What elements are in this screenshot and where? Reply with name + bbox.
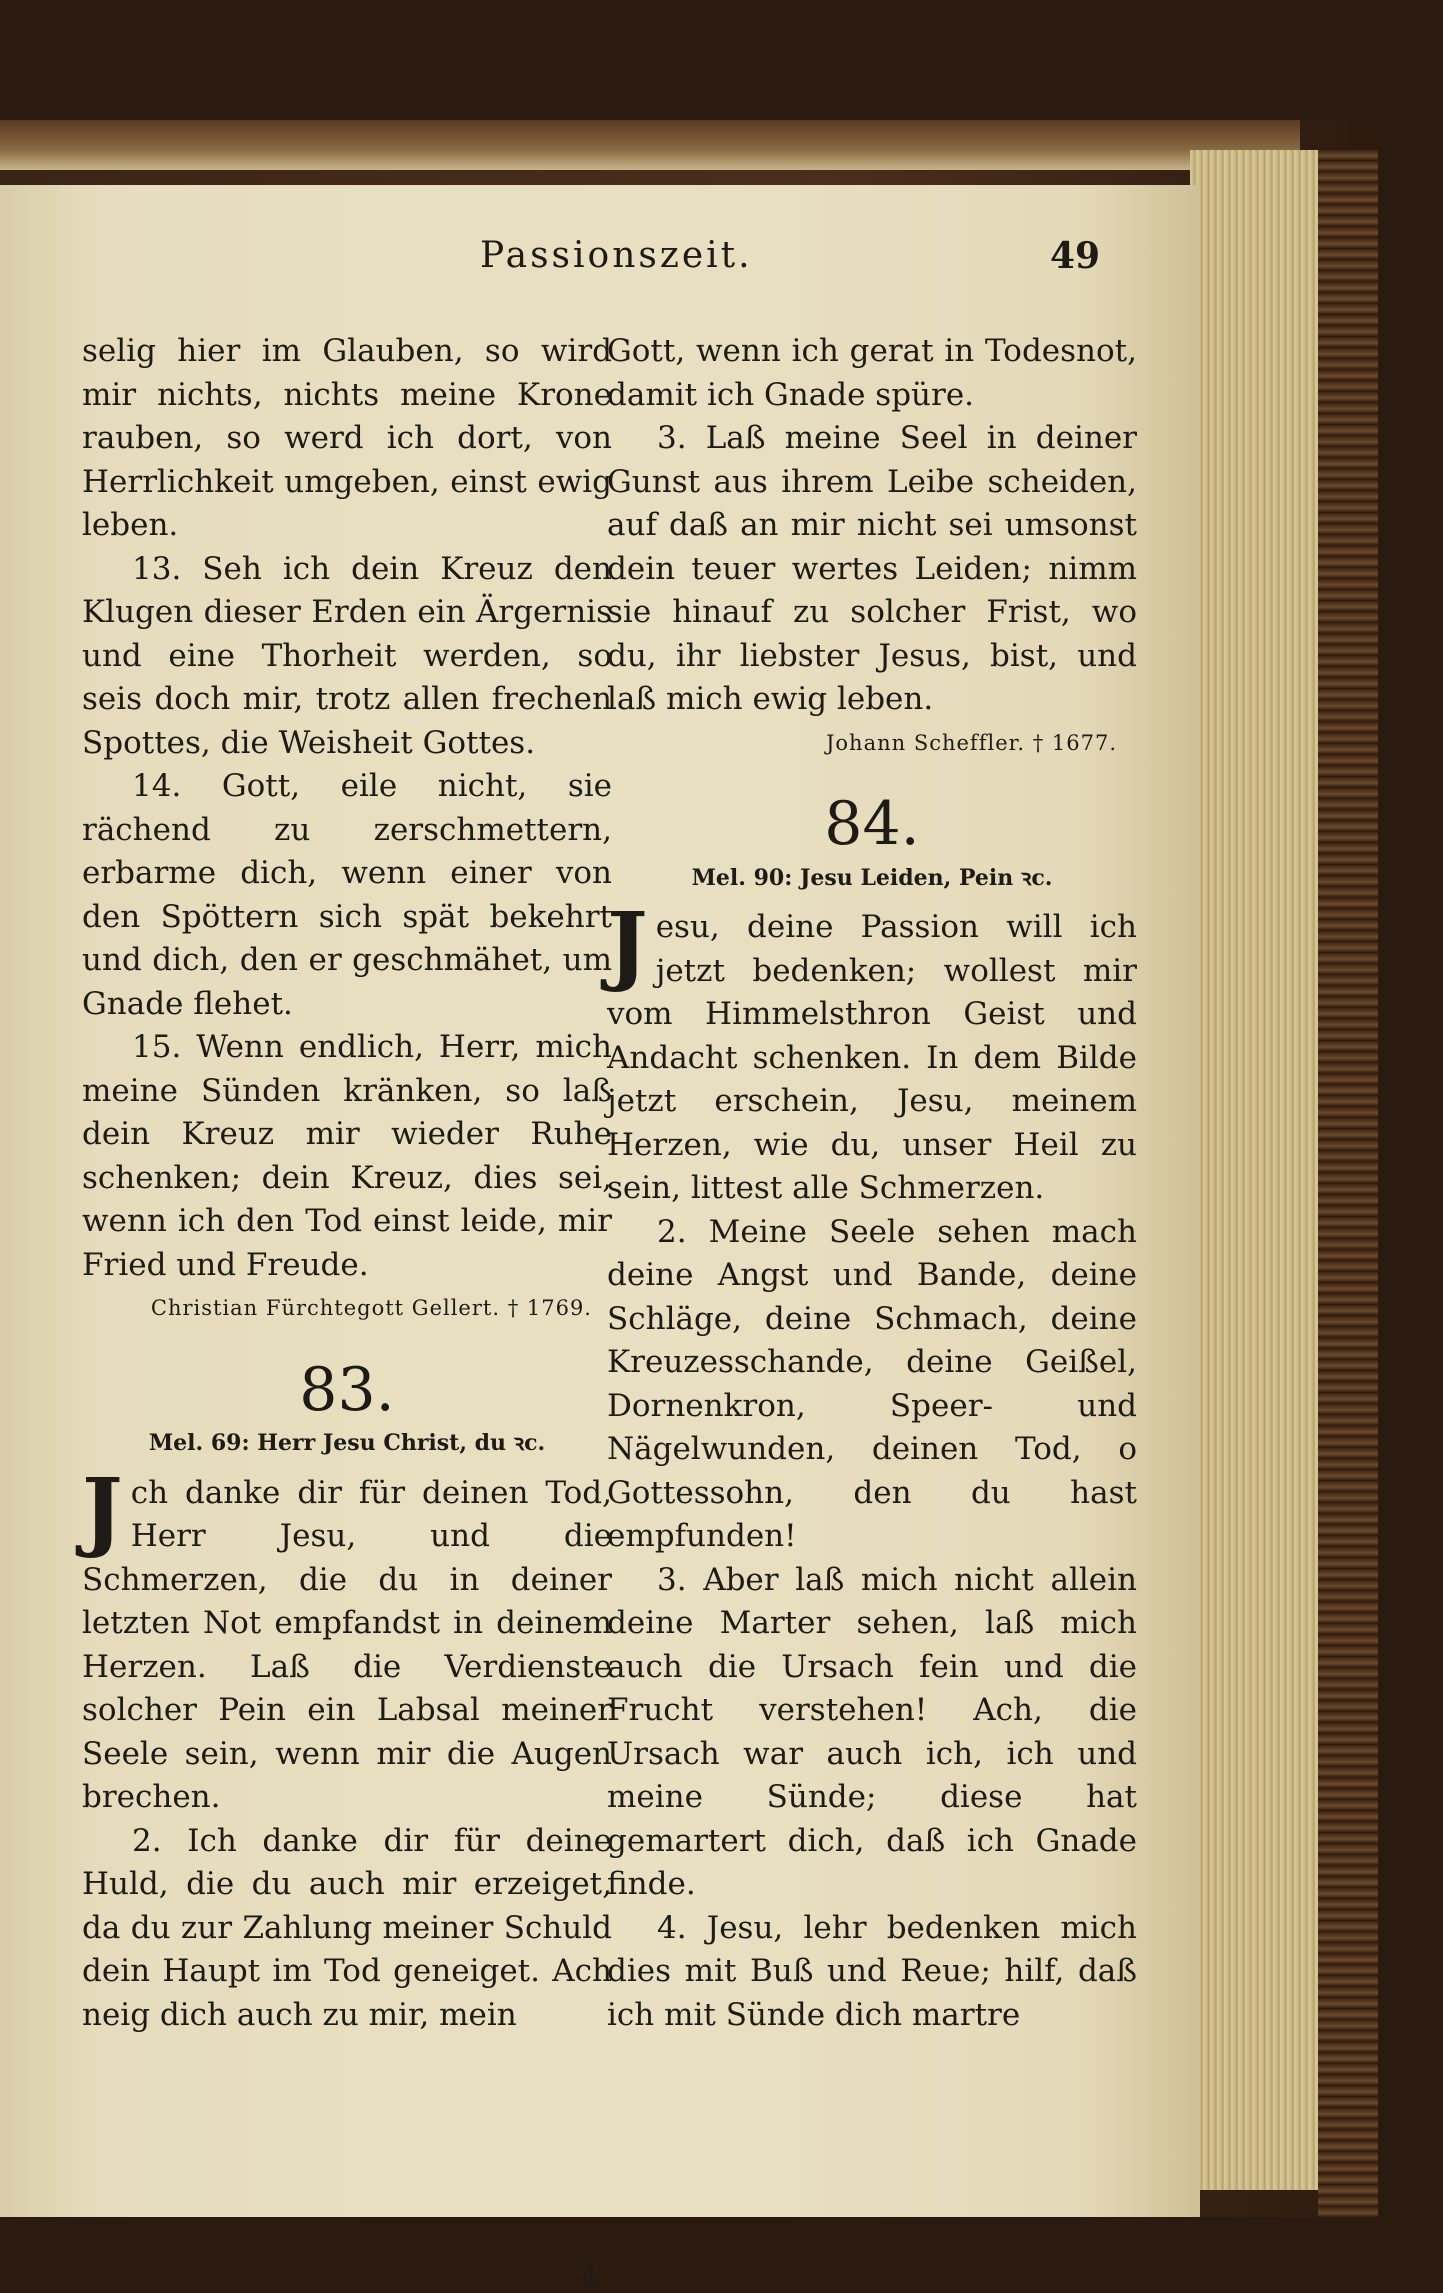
hymn-number: 83. — [299, 1354, 395, 1425]
verse-text: esu, deine Passion will ich jetzt bedenken; wollest mir vom Himmelsthron Geist und Andacht schenken. In dem Bilde jetzt erschein, Jesu, meinem Herzen, wie du, unser Heil zu sein, littest alle Schmerzen. — [607, 909, 1137, 1206]
verse-paragraph: 4. Jesu, lehr bedenken mich dies mit Buß und Reue; hilf, daß ich mit Sünde dich martre — [607, 1909, 1137, 2033]
hymn-attribution: Christian Fürchtegott Gellert. † 1769. — [150, 1296, 592, 1320]
signature-mark: 4 — [580, 2260, 598, 2293]
hymn-melody: Mel. 69: Herr Jesu Christ, du ꝛc. — [148, 1430, 546, 1456]
verse-paragraph: 3. Aber laß mich nicht allein deine Marter sehen, laß mich auch die Ursach fein und die Frucht verstehen! Ach, die Ursach war auch ich, ich und meine Sünde; diese hat gemartert dich, daß ich Gnade finde. — [607, 1561, 1137, 1902]
verse-paragraph: selig hier im Glauben, so wird mir nichts, nichts meine Krone rauben, so werd ich dort, von Herrlichkeit umgeben, einst ewig leben. — [82, 333, 612, 543]
verse-paragraph: 15. Wenn endlich, Herr, mich meine Sünden kränken, so laß dein Kreuz mir wieder Ruhe schenken; dein Kreuz, dies sei, wenn ich den Tod einst leide, mir Fried und Freude. — [82, 1029, 612, 1283]
verse-text: ch danke dir für deinen Tod, Herr Jesu, und die Schmerzen, die du in deiner letzten Not empfandst in deinem Herzen. Laß die Verdienste solcher Pein ein Labsal meiner Seele sein, wenn mir die Augen brechen. — [82, 1474, 612, 1815]
right-column — [607, 330, 1137, 2037]
page-header — [0, 235, 1200, 295]
hymn-first-verse — [607, 894, 1137, 1211]
verse-paragraph: 2. Meine Seele sehen mach deine Angst und Bande, deine Schläge, deine Schmach, deine Kreuzesschande, deine Geißel, Dornenkron, Speer- und Nägelwunden, deinen Tod, o Gottessohn, den du hast empfunden! — [607, 1213, 1137, 1554]
drop-cap: J — [82, 1459, 123, 1561]
page-edges — [1190, 150, 1323, 2190]
left-column — [82, 330, 612, 2037]
running-title: Passionszeit. — [480, 235, 753, 276]
book-page — [0, 185, 1200, 2293]
hymn-attribution: Johann Scheffler. † 1677. — [826, 730, 1117, 755]
verse-paragraph: 13. Seh ich dein Kreuz den Klugen dieser Erden ein Ärgernis und eine Thorheit werden, so seis doch mir, trotz allen frechen Spottes, die Weisheit Gottes. — [82, 550, 612, 761]
book-spine — [1318, 150, 1378, 2217]
hymn-first-verse — [82, 1459, 612, 1820]
verse-paragraph: 2. Ich danke dir für deine Huld, die du auch mir erzeiget, da du zur Zahlung meiner Schuld dein Haupt im Tod geneiget. Ach neig dich auch zu mir, mein — [82, 1822, 612, 2033]
book-top-edge — [0, 120, 1300, 170]
verse-paragraph: 3. Laß meine Seel in deiner Gunst aus ihrem Leibe scheiden, auf daß an mir nicht sei umsonst dein teuer wertes Leiden; nimm sie hinauf zu solcher Frist, wo du, ihr liebster Jesus, bist, und laß mich ewig leben. — [607, 420, 1137, 717]
page-number: 49 — [1050, 235, 1101, 277]
verse-paragraph: 14. Gott, eile nicht, sie rächend zu zerschmettern, erbarme dich, wenn einer von den Spöttern sich spät bekehrt und dich, den er geschmähet, um Gnade flehet. — [82, 768, 612, 1022]
hymn-number: 84. — [824, 789, 920, 859]
hymn-melody: Mel. 90: Jesu Leiden, Pein ꝛc. — [691, 864, 1053, 891]
drop-cap: J — [607, 894, 648, 995]
verse-paragraph: Gott, wenn ich gerat in Todesnot, damit ich Gnade spüre. — [607, 333, 1137, 413]
